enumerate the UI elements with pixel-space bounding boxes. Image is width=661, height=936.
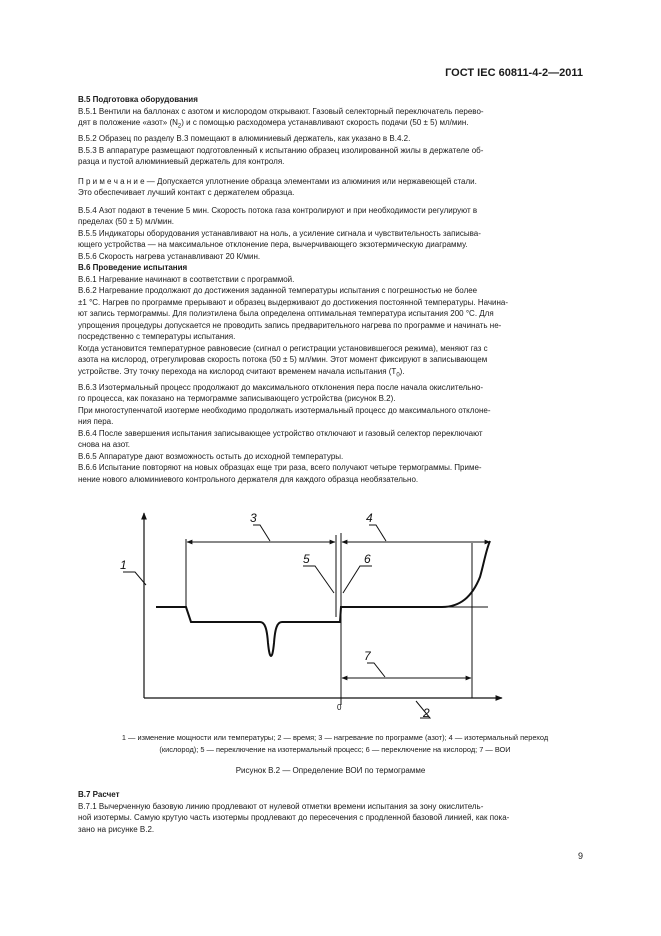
leader-4: [369, 525, 386, 541]
para-b63-line2: го процесса, как показано на термограмме записывающего устройства (рисунок В.2).: [78, 394, 396, 404]
para-b64-line1: В.6.4 После завершения испытания записывающее устройство отключают и газовый селектор переключают: [78, 428, 483, 438]
leader-3: [253, 525, 270, 541]
legend-line1: 1 — изменение мощности или температуры; 2 — время; 3 — нагревание по программе (азот); 4 — изотермальный переход: [121, 733, 549, 742]
label-7: 7: [364, 649, 371, 663]
section-b7: [78, 789, 582, 835]
para-b62-line8: [78, 366, 582, 382]
section-b5-title: В.5 Подготовка оборудования: [78, 95, 198, 104]
leader-5: [303, 566, 334, 593]
para-b71-line2: ной изотермы. Самую крутую часть изотермы продлевают до пересечения с продленной базовой линией, как пока-: [78, 813, 510, 822]
para-b62-line1: В.6.2 Нагревание продолжают до достижения заданной температуры испытания с погрешностью не более: [78, 286, 478, 296]
label-3: 3: [250, 511, 257, 525]
label-1: 1: [120, 558, 127, 572]
document-header: ГОСТ IEC 60811-4-2—2011: [445, 67, 583, 79]
para-b62-line7: азота на кислород, отрегулировав скорость потока (50 ± 5) мл/мин. Этот момент фиксируют в записывающем: [78, 355, 488, 365]
para-b71-line3: зано на рисунке В.2.: [78, 824, 155, 834]
section-b5: [78, 94, 582, 485]
para-b52: В.5.2 Образец по разделу В.3 помещают в алюминиевый держатель, как указано в В.4.2.: [78, 134, 411, 144]
para-b63-line4: ния пера.: [78, 417, 114, 427]
label-zero: 0: [337, 703, 342, 712]
leader-1: [123, 572, 146, 585]
leader-7: [367, 663, 385, 677]
para-b55-line2: ющего устройства — на максимальное отклонение пера, вычерчивающего экзотермическую диаграмму.: [78, 240, 468, 250]
para-b71-line1: В.7.1 Вычерченную базовую линию продлевают от нулевой отметки времени испытания за зону окислитель-: [78, 801, 484, 811]
label-6: 6: [364, 552, 371, 566]
para-b51-end: ) и с помощью расходомера устанавливают скорость подачи (50 ± 5) мл/мин.: [181, 118, 469, 127]
thermogram-figure: [110, 505, 510, 725]
para-b51-line2: [78, 117, 582, 133]
para-b55-line1: В.5.5 Индикаторы оборудования устанавливают на ноль, а усиление сигнала и чувствительность записыва-: [78, 228, 481, 238]
para-b53-line1: В.5.3 В аппаратуре размещают подготовленный к испытанию образец изолированной жилы в держателе об-: [78, 145, 484, 155]
thermogram-curve: [156, 541, 490, 656]
para-b65: В.6.5 Аппаратуре дают возможность остыть до исходной температуры.: [78, 451, 344, 461]
figure-title: Рисунок В.2 — Определение ВОИ по термограмме: [235, 766, 426, 775]
para-b62-text: устройстве. Эту точку перехода на кислород считают временем начала испытания (T: [78, 366, 397, 376]
para-b66-line2: нение нового алюминиевого контрольного держателя для каждого образца необязательно.: [78, 474, 419, 484]
label-2: 2: [423, 706, 430, 720]
para-b64-line2: снова на азот.: [78, 440, 130, 450]
para-b63-line1: В.6.3 Изотермальный процесс продолжают до максимального отклонения пера после начала окислительно-: [78, 382, 483, 392]
para-b62-line2: ±1 °С. Нагрев по программе прерывают и образец выдерживают до достижения постоянной температуры. Начина-: [78, 297, 509, 307]
leader-6: [343, 566, 372, 593]
para-b66-line1: В.6.6 Испытание повторяют на новых образцах еще три раза, всего получают четыре термограммы. Приме-: [78, 463, 482, 473]
section-b6-title: В.6 Проведение испытания: [78, 263, 188, 273]
para-b62-end: ).: [399, 366, 405, 376]
para-b53-line2: разца и пустой алюминиевый держатель для контроля.: [78, 157, 285, 167]
para-b62-line5: посредственно с температуры испытания.: [78, 332, 236, 342]
para-b56: В.5.6 Скорость нагрева устанавливают 20 К/мин.: [78, 251, 261, 261]
note-line2: Это обеспечивает лучший контакт с держателем образца.: [78, 188, 295, 198]
para-b54-line1: В.5.4 Азот подают в течение 5 мин. Скорость потока газа контролируют и при необходимости регулируют в: [78, 205, 478, 215]
section-b7-title: В.7 Расчет: [78, 790, 120, 799]
para-b63-line3: При многоступенчатой изотерме необходимо продолжать изотермальный процесс до максимального отклоне-: [78, 405, 491, 415]
figure-legend: [90, 732, 580, 755]
label-4: 4: [366, 511, 373, 525]
note-line1: П р и м е ч а н и е — Допускается уплотнение образца элементами из алюминия или нержавеющей стали.: [78, 176, 477, 186]
para-b62-line4: упрощения процедуры допускается не проводить запись предварительного нагрева по программе и начинать не-: [78, 320, 502, 330]
label-5: 5: [303, 552, 310, 566]
legend-line2: (кислород); 5 — переключение на изотермальный процесс; 6 — переключение на кислород; 7 — ВОИ: [159, 744, 511, 754]
para-b54-line2: пределах (50 ± 5) мл/мин.: [78, 217, 174, 227]
page-number: 9: [577, 851, 583, 861]
subscript: 2: [177, 123, 182, 130]
para-b51-text: дят в положение «азот» (N: [78, 118, 178, 127]
subscript: 0: [396, 372, 400, 379]
para-b51-line1: В.5.1 Вентили на баллонах с азотом и кислородом открывают. Газовый селекторный переключатель перево-: [78, 106, 484, 116]
para-b61: В.6.1 Нагревание начинают в соответствии с программой.: [78, 274, 295, 284]
para-b62-line3: ют запись термограммы. Для полиэтилена была определена оптимальная температура испытания 200 °С. Для: [78, 309, 494, 319]
para-b62-line6: Когда установится температурное равновесие (сигнал о регистрации установившегося режима), меняют газ с: [78, 343, 488, 353]
